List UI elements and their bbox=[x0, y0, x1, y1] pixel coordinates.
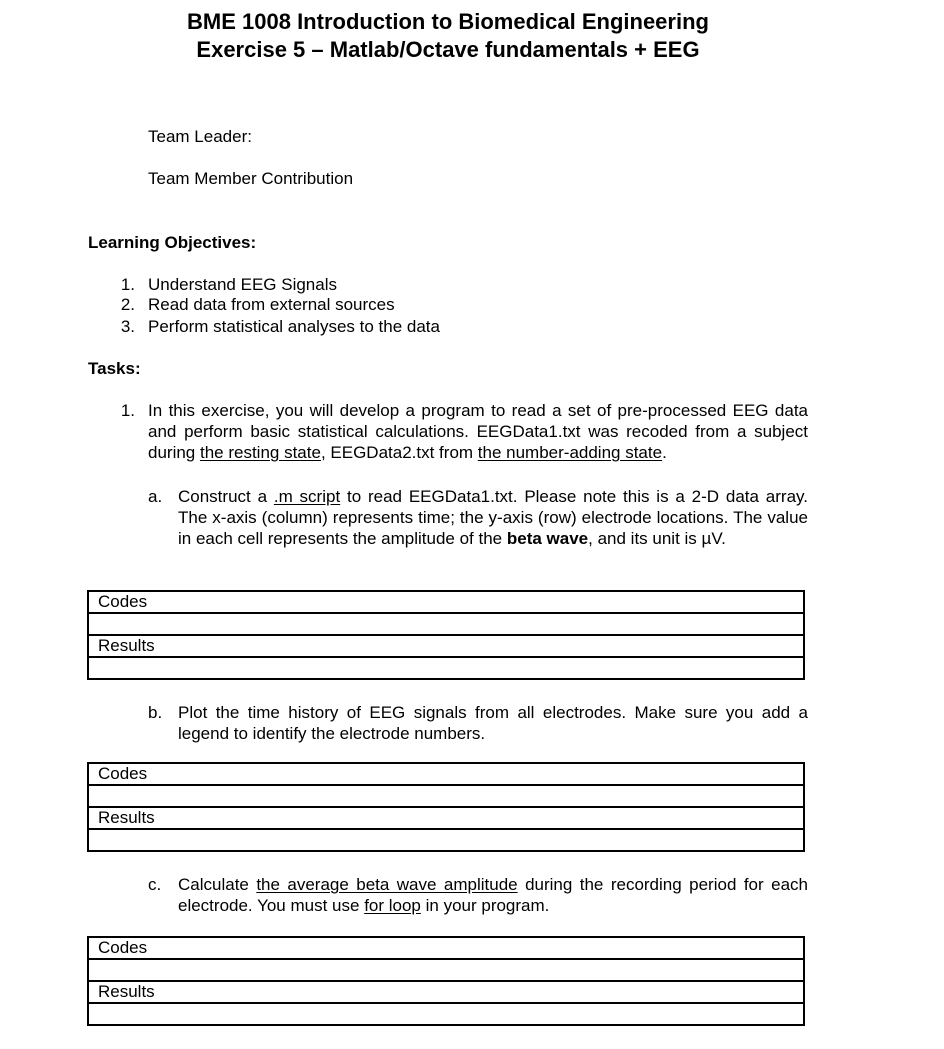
results-label: Results bbox=[89, 636, 803, 658]
page-title: BME 1008 Introduction to Biomedical Engineering bbox=[187, 9, 709, 34]
objective-number: 2. bbox=[120, 295, 135, 314]
subtask-a-text-a: Construct a bbox=[178, 487, 274, 506]
subtask-a-text-c: , and its unit is µV. bbox=[588, 529, 726, 548]
results-field[interactable] bbox=[89, 830, 803, 850]
task-1-text-a: In this exercise, you will develop a program to read a set of pre-processed EEG data and perform basic statistical calculations. EEGData1.txt was recoded from a subject during bbox=[148, 401, 808, 462]
subtask-c-text-a: Calculate bbox=[178, 875, 257, 894]
objective-text: Perform statistical analyses to the data bbox=[148, 317, 440, 336]
subtask-a-text bbox=[178, 486, 808, 549]
codes-field[interactable] bbox=[89, 960, 803, 982]
subtask-a-beta-wave: beta wave bbox=[506, 529, 589, 548]
subtask-c-text-b: during the recording period for each electrode. You must use bbox=[178, 875, 808, 915]
subtask-c-for-loop: for loop bbox=[364, 896, 421, 915]
objective-number: 1. bbox=[120, 275, 135, 294]
subtask-b-text: Plot the time history of EEG signals from all electrodes. Make sure you add a legend to identify the electrode numbers. bbox=[178, 703, 808, 743]
task-1-number-adding-state: the number-adding state bbox=[477, 443, 663, 462]
tasks-heading: Tasks: bbox=[88, 359, 141, 378]
codes-field[interactable] bbox=[89, 786, 803, 808]
answer-box-c bbox=[87, 936, 805, 1026]
subtask-a-m-script: .m script bbox=[273, 487, 341, 506]
subtask-a-label: a. bbox=[148, 487, 163, 506]
subtask-c-text-c: in your program. bbox=[420, 896, 550, 915]
subtask-b-label: b. bbox=[148, 703, 163, 722]
subtask-a-text-b: to read EEGData1.txt. Please note this is a 2-D data array. The x-axis (column) represents time; the y-axis (row) electrode locations. The value in each cell represents the amplitude of the bbox=[178, 487, 808, 548]
subtask-c-text bbox=[178, 874, 808, 916]
task-1-text-c: . bbox=[662, 443, 667, 462]
subtask-c-label: c. bbox=[148, 875, 162, 894]
objective-text: Read data from external sources bbox=[148, 295, 395, 314]
codes-field[interactable] bbox=[89, 614, 803, 636]
task-1-text bbox=[148, 400, 808, 463]
results-label: Results bbox=[89, 982, 803, 1004]
task-number: 1. bbox=[120, 401, 135, 420]
subtask-c-average-beta: the average beta wave amplitude bbox=[256, 875, 518, 894]
task-1-text-b: , EEGData2.txt from bbox=[320, 443, 478, 462]
answer-box-b bbox=[87, 762, 805, 852]
results-field[interactable] bbox=[89, 1004, 803, 1024]
codes-label: Codes bbox=[89, 764, 803, 786]
team-leader-label: Team Leader: bbox=[148, 127, 252, 146]
answer-box-a bbox=[87, 590, 805, 680]
objective-text: Understand EEG Signals bbox=[148, 275, 337, 294]
objectives-heading: Learning Objectives: bbox=[88, 233, 257, 252]
results-field[interactable] bbox=[89, 658, 803, 678]
team-contribution-label: Team Member Contribution bbox=[148, 169, 354, 188]
task-1-resting-state: the resting state bbox=[199, 443, 321, 462]
codes-label: Codes bbox=[89, 938, 803, 960]
objective-number: 3. bbox=[120, 317, 135, 336]
page-subtitle: Exercise 5 – Matlab/Octave fundamentals + EEG bbox=[196, 37, 700, 62]
codes-label: Codes bbox=[89, 592, 803, 614]
results-label: Results bbox=[89, 808, 803, 830]
